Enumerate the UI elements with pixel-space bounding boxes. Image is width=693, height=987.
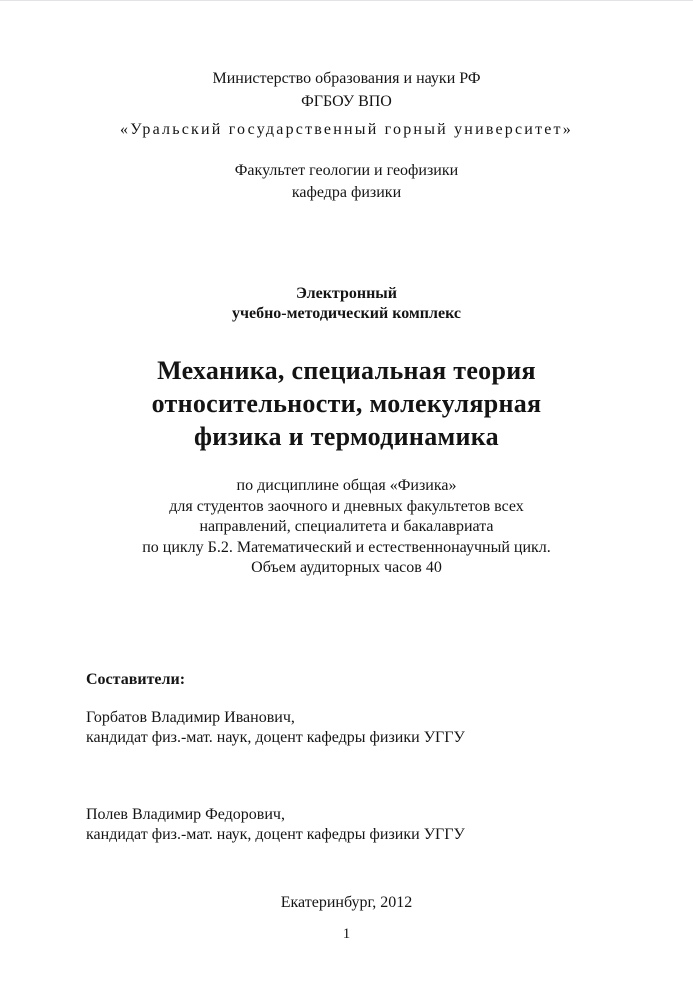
department-line: кафедра физики	[291, 184, 402, 201]
authors-heading: Составители:	[86, 671, 186, 688]
title-line-2: относительности, молекулярная	[151, 389, 542, 418]
page-number: 1	[342, 926, 351, 942]
title-line-1: Механика, специальная теория	[157, 356, 536, 385]
subtitle-line-3: направлений, специалитета и бакалавриата	[199, 518, 494, 535]
university-name-line: «Уральский государственный горный университет»	[120, 121, 573, 138]
authors-block	[86, 670, 633, 845]
subtitle-line-2: для студентов заочного и дневных факультетов всех	[169, 497, 524, 515]
author-name: Полев Владимир Федорович,	[86, 806, 285, 823]
subtitle-line-4: по циклу Б.2. Математический и естественнонаучный цикл.	[142, 538, 551, 556]
faculty-block	[0, 160, 693, 204]
author-degree: кандидат физ.-мат. наук, доцент кафедры физики УГГУ	[86, 826, 465, 843]
author-degree: кандидат физ.-мат. наук, доцент кафедры физики УГГУ	[86, 729, 465, 746]
subtitle-line-1: по дисциплине общая «Физика»	[236, 477, 457, 494]
edu-complex-block	[0, 284, 693, 324]
title-line-3: физика и термодинамика	[194, 422, 499, 451]
header-block	[0, 67, 693, 113]
author-name: Горбатов Владимир Иванович,	[86, 709, 295, 726]
subtitle-line-5: Объем аудиторных часов 40	[251, 559, 442, 576]
edu-complex-line-1: Электронный	[295, 285, 398, 302]
faculty-line: Факультет геологии и геофизики	[234, 162, 459, 179]
author-entry	[86, 805, 633, 845]
city-year-line: Екатеринбург, 2012	[280, 894, 413, 911]
institution-type-line: ФГБОУ ВПО	[301, 93, 392, 110]
author-entry	[86, 708, 633, 748]
document-title	[0, 354, 693, 453]
ministry-line: Министерство образования и науки РФ	[212, 70, 481, 87]
edu-complex-line-2: учебно-методический комплекс	[231, 305, 462, 322]
subtitle-block	[0, 476, 693, 579]
